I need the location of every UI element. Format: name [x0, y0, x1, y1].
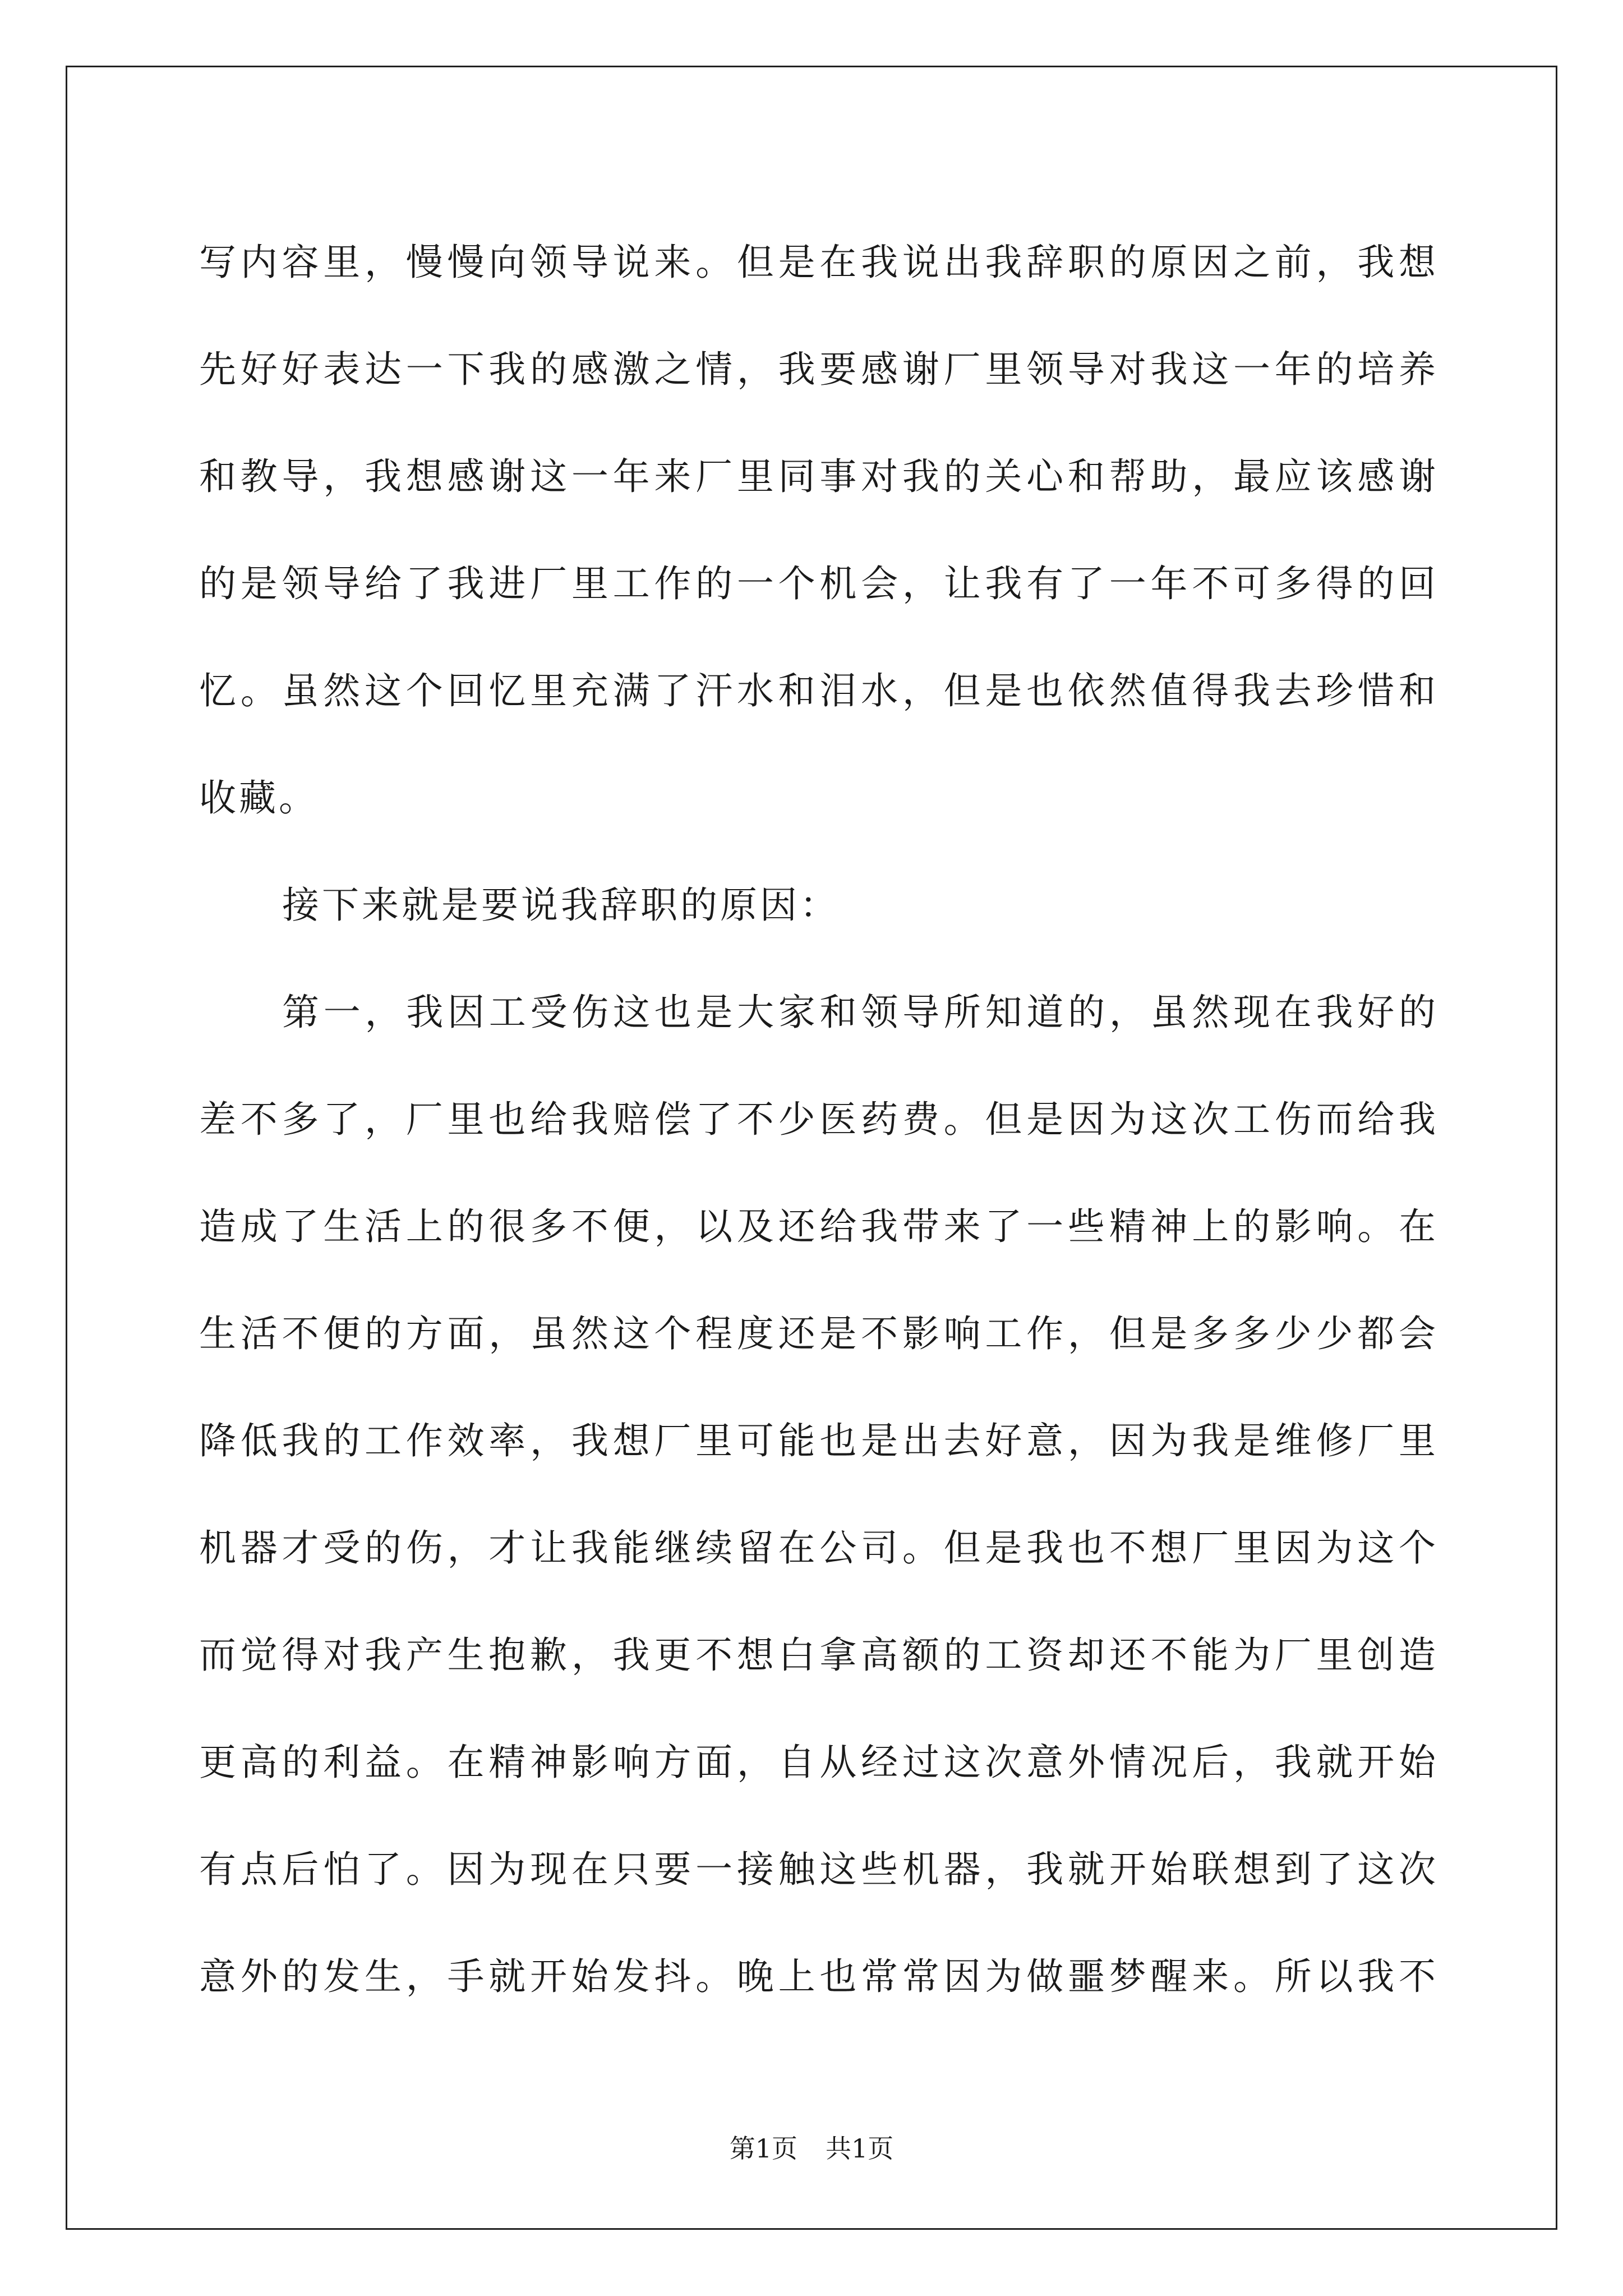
page-number-total: 共1页	[826, 2133, 894, 2164]
text-line: 意外的发生，手就开始发抖。晚上也常常因为做噩梦醒来。所以我不	[199, 1955, 1438, 1998]
text-line: 忆。虽然这个回忆里充满了汗水和泪水，但是也依然值得我去珍惜和	[199, 669, 1438, 712]
text-line: 的是领导给了我进厂里工作的一个机会，让我有了一年不可多得的回	[199, 562, 1438, 605]
text-line: 第一，我因工受伤这也是大家和领导所知道的，虽然现在我好的	[282, 991, 1438, 1034]
text-line: 而觉得对我产生抱歉，我更不想白拿高额的工资却还不能为厂里创造	[199, 1634, 1438, 1677]
text-line: 降低我的工作效率，我想厂里可能也是出去好意，因为我是维修厂里	[199, 1419, 1438, 1462]
text-line: 接下来就是要说我辞职的原因：	[282, 884, 840, 927]
text-line: 差不多了，厂里也给我赔偿了不少医药费。但是因为这次工伤而给我	[199, 1098, 1438, 1141]
text-line: 写内容里，慢慢向领导说来。但是在我说出我辞职的原因之前，我想	[199, 241, 1438, 284]
text-line: 机器才受的伤，才让我能继续留在公司。但是我也不想厂里因为这个	[199, 1526, 1438, 1570]
text-line: 更高的利益。在精神影响方面，自从经过这次意外情况后，我就开始	[199, 1741, 1438, 1784]
text-line: 造成了生活上的很多不便，以及还给我带来了一些精神上的影响。在	[199, 1205, 1438, 1248]
text-line: 生活不便的方面，虽然这个程度还是不影响工作，但是多多少少都会	[199, 1312, 1438, 1355]
document-body	[199, 209, 1438, 2030]
text-line: 收藏。	[199, 776, 319, 820]
page-number-current: 第1页	[729, 2133, 797, 2164]
text-line: 有点后怕了。因为现在只要一接触这些机器，我就开始联想到了这次	[199, 1848, 1438, 1891]
page-footer	[0, 2132, 1623, 2165]
text-line: 先好好表达一下我的感激之情，我要感谢厂里领导对我这一年的培养	[199, 348, 1438, 391]
text-line: 和教导，我想感谢这一年来厂里同事对我的关心和帮助，最应该感谢	[199, 455, 1438, 498]
